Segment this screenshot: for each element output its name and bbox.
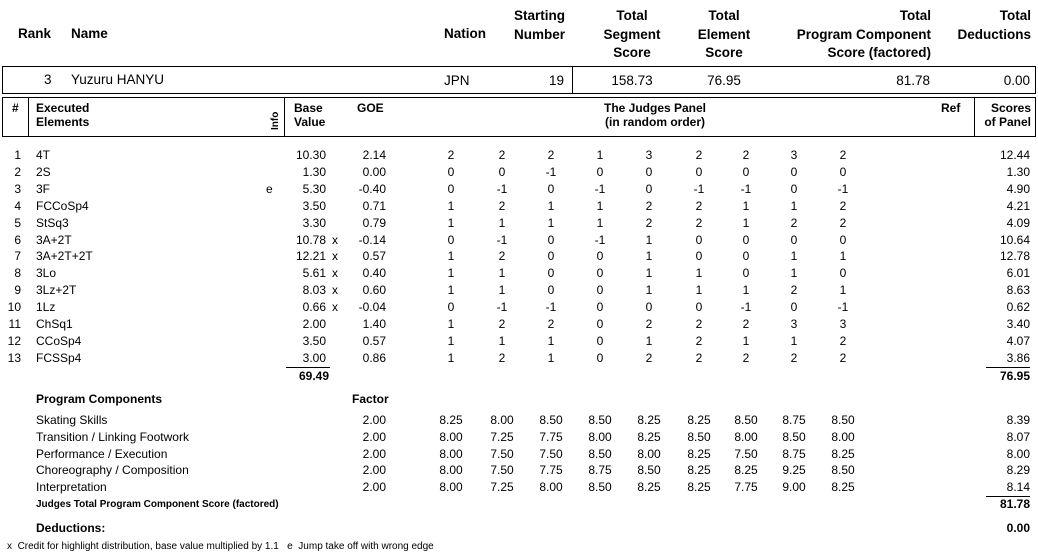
- element-number: 6: [14, 232, 21, 247]
- pcs-total-label: Judges Total Program Component Score (factored): [36, 499, 279, 510]
- judge-mark: 0: [447, 181, 455, 196]
- judge-mark: 2: [695, 148, 703, 162]
- judge-mark: 2: [839, 350, 847, 365]
- component-name: Transition / Linking Footwork: [36, 429, 189, 444]
- element-score: 4.21: [1006, 198, 1030, 213]
- judge-mark: 0: [695, 300, 703, 315]
- judge-mark: 2: [645, 198, 653, 213]
- element-base-value: 3.30: [302, 215, 326, 230]
- component-score: 8.14: [1006, 480, 1030, 495]
- judge-mark: 0: [596, 300, 604, 315]
- component-name: Choreography / Composition: [36, 463, 189, 478]
- judge-mark: 1: [547, 350, 555, 365]
- element-name: 2S: [36, 164, 51, 179]
- judge-mark: 0: [596, 333, 604, 348]
- judge-mark: 2: [547, 317, 555, 331]
- judge-component-mark: 8.50: [588, 480, 612, 495]
- judge-mark: 0: [596, 249, 604, 264]
- ref-header: Ref: [941, 101, 961, 115]
- judge-mark: 0: [547, 266, 555, 281]
- divider: [572, 66, 573, 94]
- judge-mark: 1: [547, 215, 555, 230]
- judge-mark: 1: [645, 266, 653, 281]
- element-number: 8: [14, 266, 21, 281]
- judge-component-mark: 7.75: [539, 429, 563, 444]
- judge-component-mark: 8.00: [539, 480, 563, 495]
- judge-mark: 2: [498, 198, 506, 213]
- divider: [986, 367, 1030, 368]
- judge-mark: 1: [498, 283, 506, 298]
- judge-component-mark: 8.00: [637, 446, 661, 461]
- judge-mark: 0: [596, 350, 604, 365]
- judge-mark: 0: [742, 266, 750, 281]
- judge-mark: 1: [742, 283, 750, 298]
- judge-mark: 0: [839, 266, 847, 281]
- judge-mark: 0: [790, 300, 798, 315]
- judge-mark: 2: [742, 350, 750, 365]
- component-score: 8.29: [1006, 463, 1030, 478]
- component-factor: 2.00: [362, 446, 386, 461]
- judge-mark: 0: [645, 164, 653, 179]
- element-goe: 0.71: [362, 198, 386, 213]
- element-base-value: 0.66: [302, 300, 326, 315]
- component-score: 8.07: [1006, 429, 1030, 444]
- judge-component-mark: 7.50: [490, 463, 514, 478]
- element-score: 4.90: [1006, 181, 1030, 196]
- pcs-header: Total Program Component Score (factored): [796, 8, 931, 60]
- judge-mark: 0: [447, 232, 455, 247]
- judge-mark: 1: [790, 333, 798, 348]
- judge-component-mark: 8.00: [588, 429, 612, 444]
- divider: [28, 97, 29, 137]
- judge-mark: 2: [695, 333, 703, 348]
- element-goe: 2.14: [362, 148, 386, 162]
- judge-mark: 0: [547, 232, 555, 247]
- judge-component-mark: 8.00: [490, 413, 514, 427]
- judge-mark: 1: [790, 249, 798, 264]
- tss-header: Total Segment Score: [603, 8, 661, 60]
- element-number: 1: [14, 148, 21, 162]
- program-components-title: Program Components: [36, 392, 163, 406]
- judge-mark: 0: [695, 164, 703, 179]
- judge-mark: 2: [498, 249, 506, 264]
- judges-panel-header: The Judges Panel (in random order): [603, 101, 707, 129]
- element-goe: 0.40: [362, 266, 386, 281]
- executed-header: Executed Elements: [36, 101, 90, 129]
- component-factor: 2.00: [362, 429, 386, 444]
- judge-mark: 1: [645, 232, 653, 247]
- judge-mark: -1: [693, 181, 705, 196]
- element-goe: -0.14: [358, 232, 386, 247]
- judge-mark: 2: [498, 317, 506, 331]
- element-score: 6.01: [1006, 266, 1030, 281]
- skater-name: Yuzuru HANYU: [71, 72, 165, 87]
- element-number: 9: [14, 283, 21, 298]
- element-goe: -0.40: [358, 181, 386, 196]
- judge-mark: 1: [839, 283, 847, 298]
- element-name: 3A+2T+2T: [36, 249, 93, 264]
- judge-mark: 2: [839, 198, 847, 213]
- element-goe: 0.79: [362, 215, 386, 230]
- judge-mark: -1: [545, 300, 557, 315]
- judge-mark: 2: [742, 317, 750, 331]
- judge-mark: -1: [837, 181, 849, 196]
- judge-mark: 0: [547, 181, 555, 196]
- judge-component-mark: 8.00: [734, 429, 758, 444]
- element-score: 12.44: [999, 148, 1030, 162]
- judge-component-mark: 8.50: [831, 413, 855, 427]
- element-goe: 0.57: [362, 249, 386, 264]
- judge-mark: 1: [547, 333, 555, 348]
- element-number: 13: [7, 350, 21, 365]
- judge-component-mark: 8.00: [439, 429, 463, 444]
- judge-mark: 2: [839, 215, 847, 230]
- elements-score-total: 76.95: [999, 369, 1030, 383]
- judge-component-mark: 8.00: [439, 446, 463, 461]
- judge-mark: 1: [596, 148, 604, 162]
- judge-mark: 2: [447, 148, 455, 162]
- judge-component-mark: 8.25: [687, 446, 711, 461]
- element-score: 4.09: [1006, 215, 1030, 230]
- component-name: Performance / Execution: [36, 446, 168, 461]
- component-name: Skating Skills: [36, 413, 108, 427]
- judge-mark: 2: [547, 148, 555, 162]
- judge-mark: 0: [695, 249, 703, 264]
- element-base-value: 8.03: [302, 283, 326, 298]
- judge-mark: 1: [447, 317, 455, 331]
- element-score: 4.07: [1006, 333, 1030, 348]
- judge-mark: 1: [447, 198, 455, 213]
- judge-mark: 0: [839, 232, 847, 247]
- judge-mark: 1: [498, 333, 506, 348]
- judge-mark: 1: [596, 215, 604, 230]
- judge-mark: 1: [447, 350, 455, 365]
- element-base-value: 3.50: [302, 333, 326, 348]
- judge-mark: 1: [790, 198, 798, 213]
- judge-mark: 2: [790, 283, 798, 298]
- judge-mark: 1: [447, 215, 455, 230]
- footnote-e-mark: e: [287, 541, 293, 552]
- judge-component-mark: 8.25: [831, 480, 855, 495]
- judge-mark: 0: [645, 181, 653, 196]
- component-score: 8.00: [1006, 446, 1030, 461]
- judge-mark: 0: [742, 232, 750, 247]
- judge-component-mark: 8.25: [637, 429, 661, 444]
- skater-tss: 158.73: [611, 73, 653, 88]
- info-header: Info: [270, 111, 281, 130]
- element-bonus-mark: x: [332, 249, 338, 264]
- rank-header: Rank: [18, 26, 52, 41]
- judge-component-mark: 8.50: [734, 413, 758, 427]
- judge-mark: 0: [839, 164, 847, 179]
- judge-component-mark: 9.25: [782, 463, 806, 478]
- elements-header-box: [2, 97, 1036, 137]
- element-name: 3Lo: [36, 266, 57, 281]
- judge-mark: 1: [447, 266, 455, 281]
- component-factor: 2.00: [362, 413, 386, 427]
- scores-header: Scores of Panel: [984, 101, 1031, 129]
- judge-mark: 1: [645, 283, 653, 298]
- element-number: 5: [14, 215, 21, 230]
- judge-mark: -1: [594, 181, 606, 196]
- element-number: 2: [14, 164, 21, 179]
- judge-mark: 0: [695, 232, 703, 247]
- skater-tes: 76.95: [707, 73, 741, 88]
- judge-mark: 1: [742, 198, 750, 213]
- judge-component-mark: 8.25: [687, 463, 711, 478]
- judge-mark: 1: [695, 266, 703, 281]
- judge-mark: 0: [790, 181, 798, 196]
- deductions-header: Total Deductions: [957, 8, 1031, 42]
- element-base-value: 10.30: [295, 148, 326, 162]
- skater-deductions: 0.00: [1003, 73, 1030, 88]
- element-info: e: [266, 181, 273, 196]
- judge-mark: 1: [742, 333, 750, 348]
- judge-mark: -1: [740, 181, 752, 196]
- judge-component-mark: 7.25: [490, 480, 514, 495]
- element-number: 12: [7, 333, 21, 348]
- judge-mark: 1: [839, 249, 847, 264]
- judge-component-mark: 7.25: [490, 429, 514, 444]
- judge-mark: 3: [839, 317, 847, 331]
- component-score: 8.39: [1006, 413, 1030, 427]
- element-score: 8.63: [1006, 283, 1030, 298]
- judge-mark: 0: [547, 283, 555, 298]
- judge-component-mark: 8.25: [687, 480, 711, 495]
- element-goe: 0.57: [362, 333, 386, 348]
- footnote: [7, 541, 434, 552]
- judge-mark: -1: [496, 181, 508, 196]
- element-base-value: 5.61: [302, 266, 326, 281]
- footnote-x-mark: x: [7, 541, 12, 552]
- judge-mark: 2: [645, 317, 653, 331]
- judge-mark: 3: [790, 148, 798, 162]
- judge-mark: 2: [695, 317, 703, 331]
- element-base-value: 3.00: [302, 350, 326, 365]
- judge-mark: -1: [594, 232, 606, 247]
- judge-mark: 2: [839, 148, 847, 162]
- judge-component-mark: 8.75: [782, 413, 806, 427]
- judge-mark: 2: [742, 148, 750, 162]
- judge-mark: 1: [447, 249, 455, 264]
- judge-component-mark: 9.00: [782, 480, 806, 495]
- judge-mark: 0: [742, 164, 750, 179]
- judge-mark: 2: [498, 148, 506, 162]
- element-score: 1.30: [1006, 164, 1030, 179]
- judge-mark: 1: [447, 283, 455, 298]
- starting-number-header: Starting Number: [513, 8, 565, 42]
- judge-mark: 1: [695, 283, 703, 298]
- judge-component-mark: 7.75: [734, 480, 758, 495]
- skater-starting-number: 19: [548, 73, 564, 88]
- judge-component-mark: 7.50: [734, 446, 758, 461]
- element-name: FCCoSp4: [36, 198, 89, 213]
- element-base-value: 10.78: [295, 232, 326, 247]
- skater-nation: JPN: [444, 73, 470, 88]
- element-goe: -0.04: [358, 300, 386, 315]
- judge-mark: 0: [596, 266, 604, 281]
- element-number: 11: [8, 317, 21, 331]
- element-number: 4: [14, 198, 21, 213]
- judge-mark: 3: [790, 317, 798, 331]
- element-name: 4T: [36, 148, 51, 162]
- element-bonus-mark: x: [332, 266, 338, 281]
- element-goe: 1.40: [362, 317, 386, 331]
- deductions-value: 0.00: [1006, 521, 1030, 535]
- base-header: Base Value: [294, 101, 326, 129]
- element-name: FCSSp4: [36, 350, 82, 365]
- judge-component-mark: 8.50: [782, 429, 806, 444]
- judge-mark: 1: [547, 198, 555, 213]
- judge-mark: -1: [496, 232, 508, 247]
- judge-mark: 2: [695, 198, 703, 213]
- judge-mark: 3: [645, 148, 653, 162]
- judge-component-mark: 8.25: [637, 413, 661, 427]
- judge-component-mark: 8.50: [588, 446, 612, 461]
- num-header: #: [12, 101, 19, 115]
- element-name: 3F: [36, 181, 51, 196]
- judge-component-mark: 7.50: [490, 446, 514, 461]
- judge-mark: 1: [790, 266, 798, 281]
- element-score: 12.78: [999, 249, 1030, 264]
- element-bonus-mark: x: [332, 300, 338, 315]
- judge-component-mark: 8.50: [637, 463, 661, 478]
- judge-mark: 2: [498, 350, 506, 365]
- nation-header: Nation: [444, 26, 486, 41]
- element-score: 0.62: [1006, 300, 1030, 315]
- footnote-e-text: Jump take off with wrong edge: [298, 541, 434, 552]
- element-name: 1Lz: [36, 300, 56, 315]
- judge-component-mark: 8.50: [831, 463, 855, 478]
- judge-component-mark: 8.00: [439, 480, 463, 495]
- element-number: 7: [14, 249, 21, 264]
- element-goe: 0.60: [362, 283, 386, 298]
- skater-rank: 3: [44, 72, 52, 87]
- judge-component-mark: 8.25: [734, 463, 758, 478]
- judge-mark: 2: [790, 215, 798, 230]
- judge-mark: 0: [596, 317, 604, 331]
- judge-mark: 2: [645, 215, 653, 230]
- judge-component-mark: 7.50: [539, 446, 563, 461]
- element-name: ChSq1: [36, 317, 73, 331]
- judge-mark: 1: [742, 215, 750, 230]
- element-base-value: 3.50: [302, 198, 326, 213]
- judge-mark: 0: [596, 283, 604, 298]
- element-score: 3.40: [1006, 317, 1030, 331]
- judge-mark: 2: [645, 350, 653, 365]
- judge-component-mark: 8.50: [687, 429, 711, 444]
- judge-mark: -1: [740, 300, 752, 315]
- component-name: Interpretation: [36, 480, 107, 495]
- element-name: StSq3: [36, 215, 69, 230]
- judge-mark: 0: [790, 164, 798, 179]
- element-name: 3Lz+2T: [36, 283, 77, 298]
- judge-mark: 2: [695, 350, 703, 365]
- judge-mark: 1: [596, 198, 604, 213]
- element-score: 3.86: [1006, 350, 1030, 365]
- goe-header: GOE: [357, 101, 384, 115]
- element-goe: 0.86: [362, 350, 386, 365]
- judge-mark: -1: [496, 300, 508, 315]
- factor-header: Factor: [352, 392, 389, 406]
- element-name: 3A+2T: [36, 232, 72, 247]
- base-value-total: 69.49: [298, 369, 329, 383]
- element-base-value: 12.21: [295, 249, 326, 264]
- judge-component-mark: 8.50: [539, 413, 563, 427]
- tes-header: Total Element Score: [697, 8, 751, 60]
- judge-mark: -1: [545, 164, 557, 179]
- divider: [286, 367, 330, 368]
- judge-mark: 1: [447, 333, 455, 348]
- element-bonus-mark: x: [332, 283, 338, 298]
- judge-component-mark: 8.25: [831, 446, 855, 461]
- judge-component-mark: 8.00: [439, 463, 463, 478]
- judge-mark: 1: [498, 215, 506, 230]
- footnote-x-text: Credit for highlight distribution, base value multiplied by 1.1: [17, 541, 279, 552]
- judge-mark: 0: [790, 232, 798, 247]
- divider: [284, 97, 285, 137]
- judge-component-mark: 8.75: [782, 446, 806, 461]
- element-goe: 0.00: [362, 164, 386, 179]
- element-base-value: 5.30: [302, 181, 326, 196]
- element-name: CCoSp4: [36, 333, 82, 348]
- pcs-total: 81.78: [999, 497, 1030, 511]
- skater-pcs: 81.78: [896, 73, 930, 88]
- judge-mark: 1: [645, 249, 653, 264]
- judge-mark: 0: [547, 249, 555, 264]
- judge-component-mark: 7.75: [539, 463, 563, 478]
- judge-mark: 2: [790, 350, 798, 365]
- element-bonus-mark: x: [332, 232, 338, 247]
- judge-mark: 1: [498, 266, 506, 281]
- judge-mark: 0: [742, 249, 750, 264]
- judge-mark: 0: [498, 164, 506, 179]
- element-number: 3: [14, 181, 21, 196]
- element-base-value: 1.30: [302, 164, 326, 179]
- judge-component-mark: 8.25: [687, 413, 711, 427]
- judge-mark: 0: [447, 300, 455, 315]
- component-factor: 2.00: [362, 480, 386, 495]
- judge-mark: 0: [447, 164, 455, 179]
- judge-mark: 1: [645, 333, 653, 348]
- judge-mark: 2: [695, 215, 703, 230]
- judge-mark: 0: [645, 300, 653, 315]
- judge-component-mark: 8.25: [637, 480, 661, 495]
- judge-mark: 2: [839, 333, 847, 348]
- element-base-value: 2.00: [302, 317, 326, 331]
- element-number: 10: [7, 300, 21, 315]
- name-header: Name: [71, 26, 108, 41]
- deductions-label: Deductions:: [36, 521, 106, 535]
- judge-component-mark: 8.00: [831, 429, 855, 444]
- judge-component-mark: 8.50: [588, 413, 612, 427]
- judge-mark: 0: [596, 164, 604, 179]
- judge-component-mark: 8.75: [588, 463, 612, 478]
- component-factor: 2.00: [362, 463, 386, 478]
- judge-mark: -1: [837, 300, 849, 315]
- judge-component-mark: 8.25: [439, 413, 463, 427]
- element-score: 10.64: [999, 232, 1030, 247]
